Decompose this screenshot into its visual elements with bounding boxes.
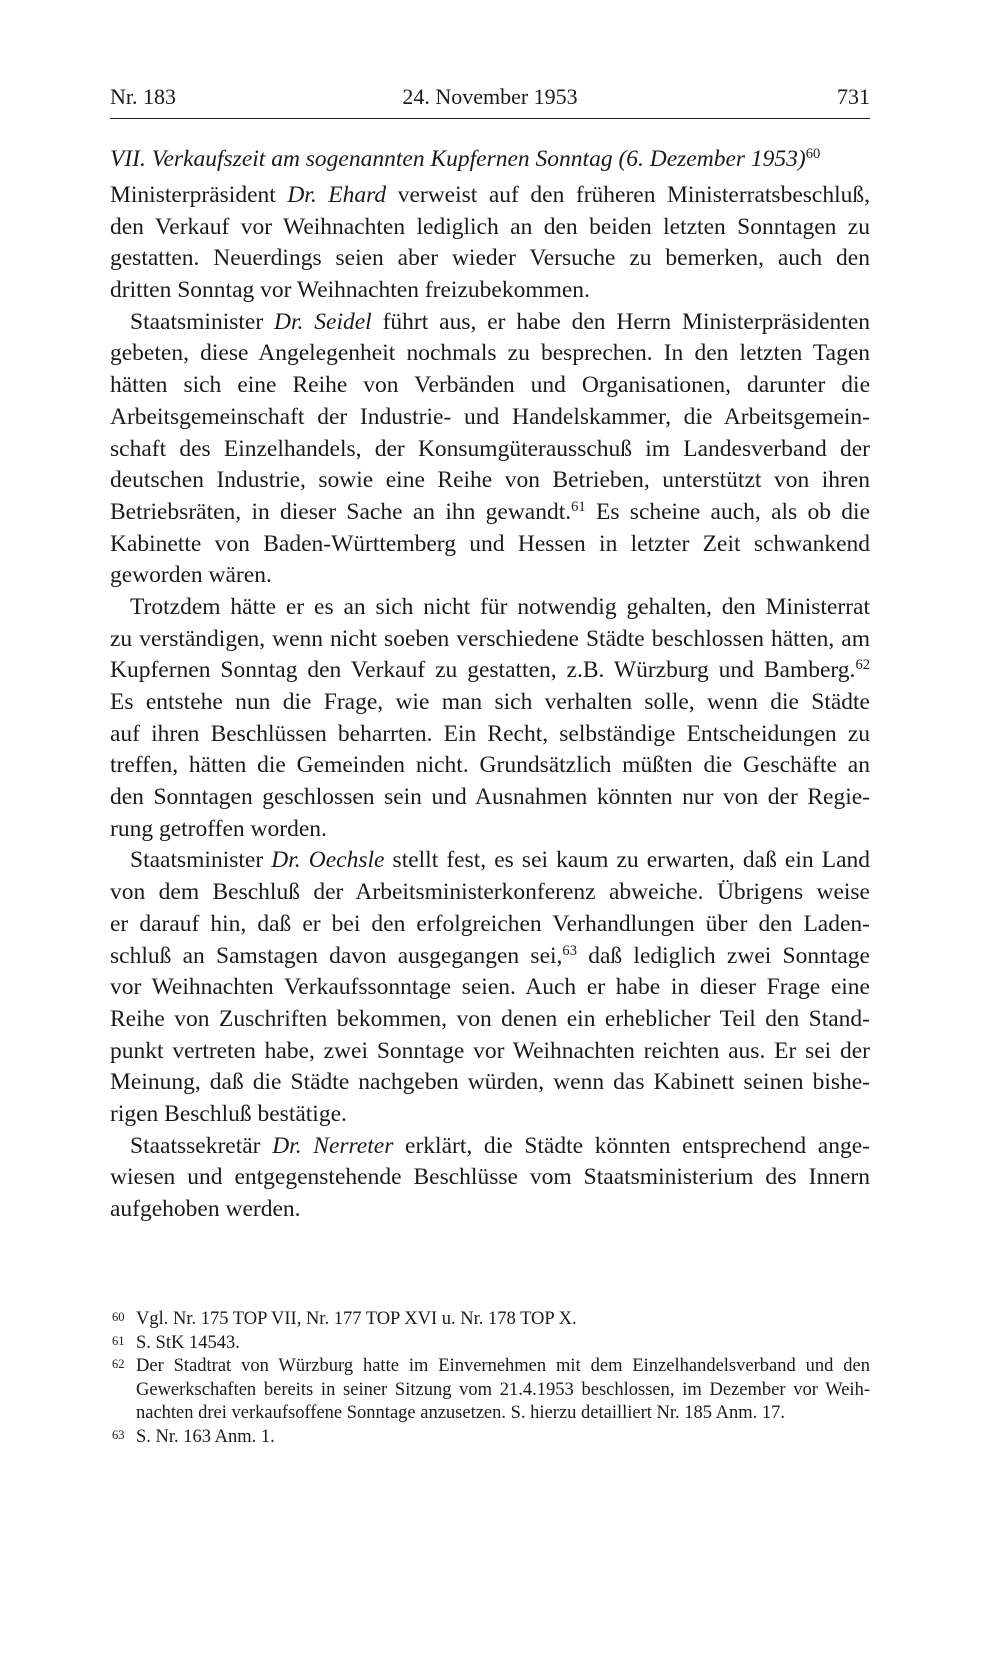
footnote-number: 62 <box>112 1357 125 1371</box>
text-line: treffen, hätten die Gemeinden nicht. Grundsätzlich müßten die Geschäfte an <box>110 752 870 779</box>
text-line: gestatten. Neuerdings seien aber wieder Versuche zu bemerken, auch den <box>110 245 870 272</box>
footnote <box>110 1308 870 1332</box>
text-segment: Staatsminister <box>130 308 275 335</box>
text-line: Meinung, daß die Städte nachgeben würden, wenn das Kabinett seinen bishe- <box>110 1069 870 1096</box>
text-line: geworden wären. <box>110 562 272 589</box>
header-date: 24. November 1953 <box>402 84 578 109</box>
text-line: den Sonntagen geschlossen sein und Ausnahmen könnten nur von der Regie- <box>110 784 870 811</box>
footnote-text: S. StK 14543. <box>136 1332 240 1353</box>
text-line: rung getroffen worden. <box>110 815 327 842</box>
footnote-text: S. Nr. 163 Anm. 1. <box>136 1426 275 1447</box>
speaker-name: Dr. Nerreter <box>272 1132 394 1159</box>
page-number: 731 <box>837 84 870 109</box>
footnote-text: nachten drei verkaufsoffene Sonntage anzusetzen. S. hierzu detailliert Nr. 185 Anm. 17. <box>136 1403 786 1423</box>
text-line: wiesen und entgegenstehende Beschlüsse vom Staatsministerium des Innern <box>110 1164 870 1191</box>
text-line: aufgehoben werden. <box>110 1196 301 1222</box>
text-line: Arbeitsgemeinschaft der Industrie- und Handelskammer, die Arbeitsgemein- <box>110 403 870 430</box>
text-line: punkt vertreten habe, zwei Sonntage vor Weihnachten reichten aus. Er sei der <box>110 1037 870 1064</box>
text-line: Trotzdem hätte er es an sich nicht für notwendig gehalten, den Ministerrat <box>130 593 870 620</box>
text-segment: Kupfernen Sonntag den Verkauf zu gestatten, z.B. Würzburg und Bamberg. <box>110 657 856 684</box>
footnote-text: Der Stadtrat von Würzburg hatte im Einvernehmen mit dem Einzelhandelsverband und den <box>136 1356 870 1376</box>
text-line: Kabinette von Baden-Württemberg und Hessen in letzter Zeit schwankend <box>110 530 870 557</box>
footnote-ref[interactable]: 61 <box>571 498 586 515</box>
footnote-number: 60 <box>112 1310 125 1324</box>
text-line <box>110 941 870 973</box>
footnote <box>110 1426 870 1450</box>
paragraph <box>110 307 870 592</box>
text-segment: Staatssekretär <box>130 1132 273 1159</box>
text-segment: Ministerpräsident <box>110 182 288 208</box>
footnote-text: Vgl. Nr. 175 TOP VII, Nr. 177 TOP XVI u. Nr. 178 TOP X. <box>136 1309 577 1329</box>
section-title <box>110 146 820 173</box>
speaker-name: Dr. Ehard <box>287 182 387 208</box>
text-line: zu verständigen, wenn nicht soeben verschiedene Städte beschlossen hätten, am <box>110 625 870 652</box>
text-line: deutschen Industrie, sowie eine Reihe von Betrieben, unterstützt von ihren <box>110 467 870 494</box>
footnote-ref[interactable]: 62 <box>855 657 870 674</box>
footnote <box>110 1355 870 1426</box>
paragraph <box>110 1131 870 1226</box>
footnote-text: Gewerkschaften bereits in seiner Sitzung vom 21.4.1953 beschlossen, im Dezember vor Weih- <box>136 1379 870 1400</box>
text-line: Reihe von Zuschriften bekommen, von denen ein erheblicher Teil den Stand- <box>110 1005 870 1032</box>
text-segment: Staatsminister <box>130 847 272 874</box>
text-line: auf ihren Beschlüssen beharrten. Ein Recht, selbständige Entscheidungen zu <box>110 720 870 747</box>
text-line <box>110 845 870 877</box>
text-segment: Betriebsräten, in dieser Sache an ihn gewandt. <box>110 498 572 525</box>
footnote-ref[interactable]: 63 <box>562 942 577 959</box>
text-line: den Verkauf vor Weihnachten lediglich an den beiden letzten Sonntagen zu <box>110 213 870 240</box>
paragraph <box>110 180 870 307</box>
text-line <box>110 307 870 339</box>
footnote-number: 63 <box>112 1427 125 1442</box>
section-title-text: VII. Verkaufszeit am sogenannten Kupfernen Sonntag (6. Dezember 1953) <box>110 146 806 172</box>
text-line: hätten sich eine Reihe von Verbänden und Organisationen, darunter die <box>110 372 870 399</box>
running-header <box>110 84 870 119</box>
text-line: er darauf hin, daß er bei den erfolgreichen Verhandlungen über den Laden- <box>110 910 870 937</box>
footnote-number: 61 <box>112 1333 125 1348</box>
text-line <box>110 497 870 529</box>
text-segment: daß lediglich zwei Sonntage <box>576 942 870 969</box>
text-line: dritten Sonntag vor Weihnachten freizubekommen. <box>110 277 590 304</box>
text-segment: erklärt, die Städte könnten entsprechend ange- <box>393 1132 870 1159</box>
speaker-name: Dr. Oechsle <box>271 847 385 874</box>
text-line: rigen Beschluß bestätige. <box>110 1100 347 1127</box>
body-text <box>110 180 870 1226</box>
text-line: von dem Beschluß der Arbeitsministerkonferenz abweiche. Übrigens weise <box>110 879 870 906</box>
text-segment: stellt fest, es sei kaum zu erwarten, daß ein Land <box>384 847 871 874</box>
paragraph <box>110 592 870 846</box>
text-segment: führt aus, er habe den Herrn Ministerpräsidenten <box>371 308 871 335</box>
text-line <box>110 1131 870 1163</box>
text-segment: schluß an Samstagen davon ausgegangen sei, <box>110 942 563 969</box>
footnote-ref[interactable]: 60 <box>805 146 821 162</box>
document-number: Nr. 183 <box>110 84 176 109</box>
text-line: vor Weihnachten Verkaufssonntage seien. Auch er habe in dieser Frage eine <box>110 974 870 1001</box>
speaker-name: Dr. Seidel <box>274 308 372 335</box>
paragraph <box>110 845 870 1130</box>
text-segment: verweist auf den früheren Ministerratsbeschluß, <box>386 182 870 208</box>
text-line <box>110 180 870 212</box>
text-line: gebeten, diese Angelegenheit nochmals zu besprechen. In den letzten Tagen <box>110 340 870 367</box>
text-segment: Es scheine auch, als ob die <box>585 498 870 525</box>
text-line <box>110 655 870 687</box>
footnote <box>110 1332 870 1356</box>
text-line: Es entstehe nun die Frage, wie man sich verhalten solle, wenn die Städte <box>110 689 870 715</box>
text-line: schaft des Einzelhandels, der Konsumgüterausschuß im Landesverband der <box>110 435 870 462</box>
footnotes <box>110 1308 870 1449</box>
